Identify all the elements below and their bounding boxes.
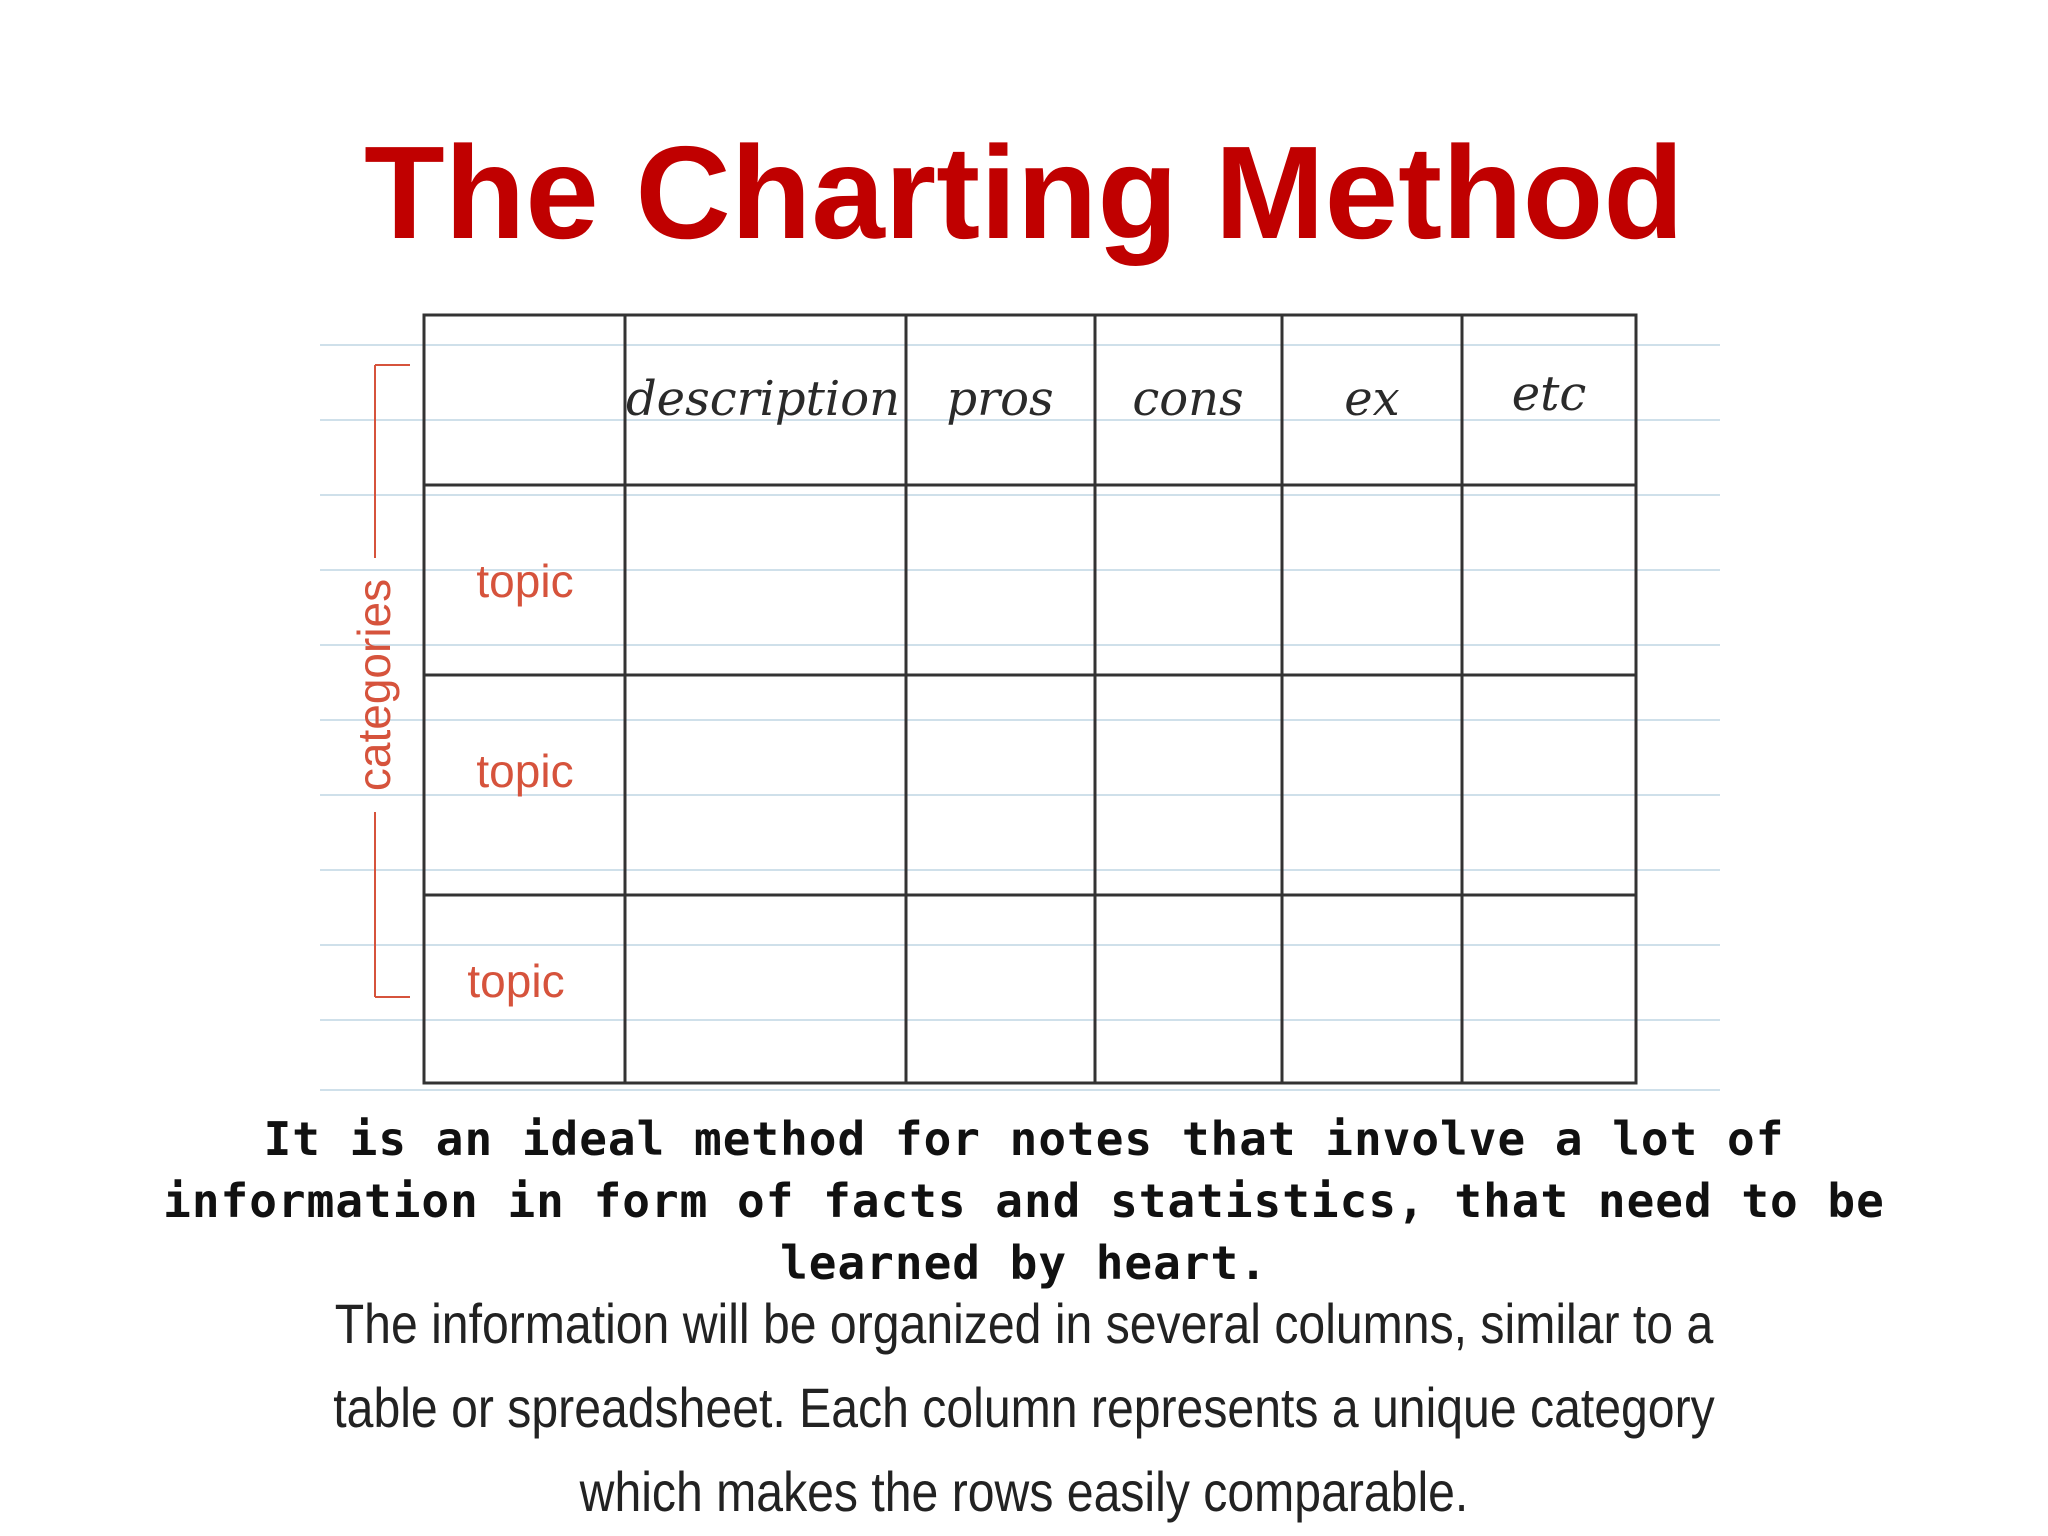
column-header-ex: ex xyxy=(1344,371,1400,427)
charting-table-svg xyxy=(300,290,1740,1100)
column-header-description: description xyxy=(625,371,901,427)
categories-label: categories xyxy=(348,578,400,792)
row-label-topic-1: topic xyxy=(476,555,574,607)
column-header-pros: pros xyxy=(946,371,1054,427)
slide-title: The Charting Method xyxy=(364,119,1684,266)
row-label-topic-3: topic xyxy=(467,955,565,1007)
column-header-etc: etc xyxy=(1511,366,1587,422)
lead-text: It is an ideal method for notes that involve a lot of information in form of facts and statistics, that need to be learned by heart. xyxy=(163,1112,1885,1290)
table-grid xyxy=(424,315,1636,1083)
column-header-cons: cons xyxy=(1132,371,1244,427)
row-label-topic-2: topic xyxy=(476,745,574,797)
body-text: The information will be organized in several columns, similar to a table or spreadsheet. Each column represents a unique category which makes the rows easily comparable. xyxy=(333,1292,1715,1523)
charting-method-figure xyxy=(300,290,1740,1100)
